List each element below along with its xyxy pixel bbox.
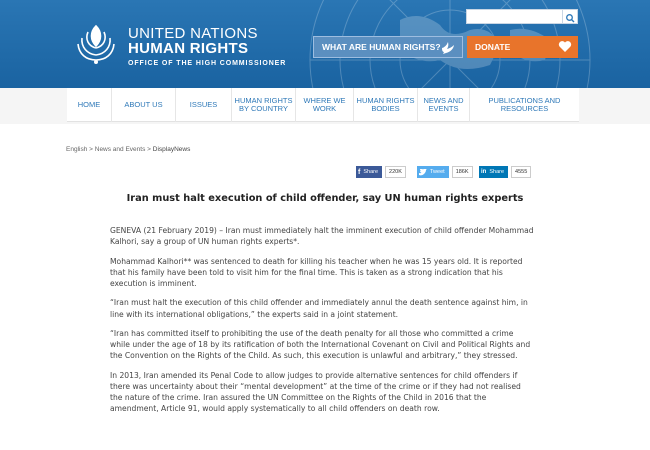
linkedin-share-count: 4555 [511,166,531,178]
donate-button[interactable] [467,36,578,58]
nav-human-rights-by-country[interactable]: HUMAN RIGHTS BY COUNTRY [231,88,295,122]
linkedin-share-label: Share [489,169,505,175]
article-body [110,225,535,423]
article-title: Iran must halt execution of child offender, say UN human rights experts [126,193,524,204]
main-nav [67,88,579,122]
nav-issues[interactable]: ISSUES [175,88,231,122]
search-input[interactable] [469,11,561,22]
heart-icon [558,40,572,53]
article-paragraph: “Iran must halt the execution of this child offender and immediately annul the death sentence against him, in line with its international obligations,” the experts said in a joint statement. [110,298,528,319]
article-paragraph: “Iran has committed itself to prohibiting the use of the death penalty for all those who committed a crime while under the age of 18 by its ratification of both the International Covenant on Civil and Political Rights and the Convention on the Rights of the Child. As such, this execution is unlawful and arbitrary,” they stressed. [110,328,531,361]
un-emblem-icon[interactable] [70,16,122,68]
facebook-share [356,166,406,178]
nav-human-rights-bodies[interactable]: HUMAN RIGHTS BODIES [353,88,417,122]
breadcrumb [66,146,190,153]
article-paragraph: In 2013, Iran amended its Penal Code to allow judges to provide alternative sentences for child offenders if there was uncertainty about their “mental development” at the time of the crime or if they had not realised the nature of the crime. Iran assured the UN Committee on the Rights of the Child in 2016 that the amendment, Article 91, would apply systematically to all child offenders on death row. [110,370,521,414]
what-are-human-rights-button[interactable] [313,36,463,58]
breadcrumb-english[interactable]: English [66,146,88,153]
facebook-share-label: Share [363,169,379,175]
linkedin-share-button[interactable] [479,166,508,178]
nav-home[interactable]: HOME [77,99,101,109]
twitter-share-count: 186K [452,166,473,178]
twitter-tweet-button[interactable] [417,166,449,178]
article-paragraph: Mohammad Kalhori** was sentenced to death for killing his teacher when he was 15 years old. It is reported that his family have been told to visit him for the final time. This is taken as a strong indication that his execution is imminent. [110,256,523,288]
nav-about-us[interactable]: ABOUT US [111,88,175,122]
search-icon [563,12,578,25]
breadcrumb-news-and-events[interactable]: News and Events [94,146,146,153]
what-are-human-rights-label: WHAT ARE HUMAN RIGHTS? [322,42,441,52]
nav-publications-and-resources[interactable]: PUBLICATIONS AND RESOURCES [469,88,579,122]
twitter-tweet-label: Tweet [430,169,445,175]
site-header [0,0,650,88]
facebook-icon: f [358,168,361,176]
breadcrumb-current: DisplayNews [152,146,191,153]
linkedin-icon: in [481,169,487,175]
article-paragraph: GENEVA (21 February 2019) – Iran must immediately halt the imminent execution of child offender Mohammad Kalhori, say a group of UN human rights experts*. [110,226,534,247]
linkedin-share [479,166,531,178]
brand-line2: HUMAN RIGHTS [128,40,249,57]
nav-where-we-work[interactable]: WHERE WE WORK [295,88,353,122]
search-box [466,9,578,24]
twitter-share [417,166,473,178]
twitter-icon [419,169,427,176]
nav-news-and-events[interactable]: NEWS AND EVENTS [417,88,469,122]
brand-line1: UNITED NATIONS [128,25,258,42]
facebook-share-count: 220K [385,166,406,178]
breadcrumb-separator: > [87,146,95,153]
brand-line3: OFFICE OF THE HIGH COMMISSIONER [128,60,287,67]
dove-icon [440,40,456,54]
donate-label: DONATE [475,42,511,52]
facebook-share-button[interactable] [356,166,382,178]
search-button[interactable] [562,10,577,23]
brand-wordmark[interactable] [128,26,286,69]
breadcrumb-separator: > [145,146,153,153]
